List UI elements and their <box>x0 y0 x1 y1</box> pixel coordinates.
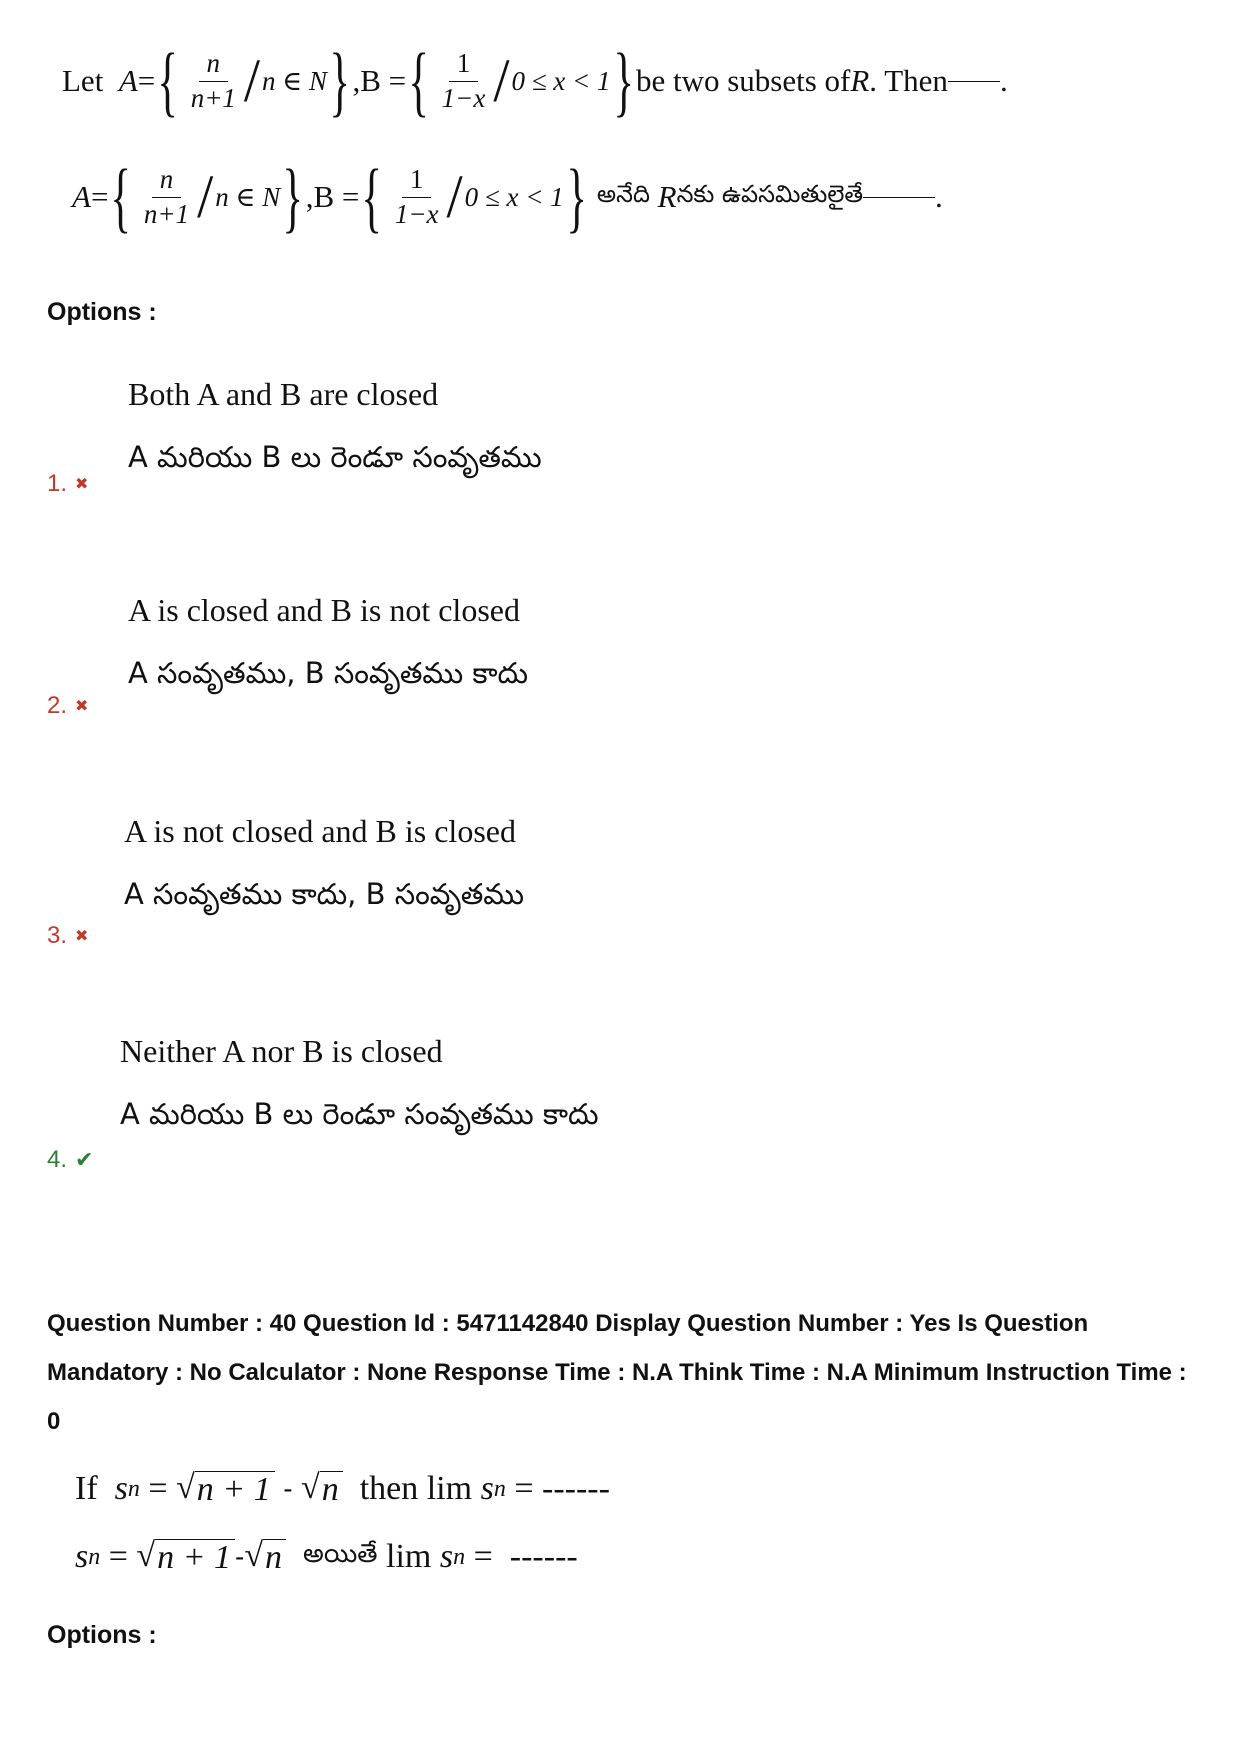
var-R: R <box>850 63 870 98</box>
condition-B: 0 ≤ x < 1 <box>511 65 611 96</box>
option-3-marker[interactable] <box>47 922 88 950</box>
option-1-text-te: A మరియు B లు రెండూ సంవృతము <box>128 440 542 474</box>
condition-A: n ∈ N <box>215 181 281 212</box>
radical-sign: √ <box>176 1468 195 1506</box>
minus: - <box>235 1541 245 1572</box>
var-A: A <box>118 63 138 98</box>
radical-sign: √ <box>136 1536 156 1574</box>
wrong-icon: ✖ <box>75 698 89 715</box>
stem-if: If <box>75 1470 98 1507</box>
fraction-1-over-1x: $\frac{1}{1-x}$ <box>441 47 486 113</box>
condition-A: n ∈ N <box>262 65 328 96</box>
stem-te-word: అనేది <box>596 180 650 208</box>
option-3-en: A is not closed and B is closed <box>124 813 516 849</box>
stem-let: Let <box>62 63 104 98</box>
stem-te-word: అయితే <box>303 1539 378 1569</box>
sqrt-n <box>244 1536 286 1576</box>
equals: = <box>473 1538 493 1575</box>
option-1-marker[interactable] <box>47 470 88 498</box>
answer-dashes: ------ <box>542 1470 610 1507</box>
set-B-label: ,B = <box>352 63 407 98</box>
radicand: n <box>263 1539 286 1576</box>
answer-blank <box>948 80 1000 82</box>
subscript-n: n <box>493 1475 506 1502</box>
equals: = <box>108 1538 128 1575</box>
radical-sign: √ <box>244 1536 264 1574</box>
period: . <box>999 63 1008 98</box>
minus: - <box>283 1473 293 1504</box>
right-brace: } <box>329 37 351 124</box>
question-40-meta: Question Number : 40 Question Id : 5471142840 Display Question Number : Yes Is Question Mandatory : No Calculator : None Response Time : N.A Think Time : N.A Minimum Instruction Time : 0 <box>47 1310 1187 1435</box>
equals: = <box>137 63 156 98</box>
subscript-n: n <box>88 1543 101 1570</box>
question-40-stem-te <box>75 1538 578 1576</box>
equals: = <box>148 1470 168 1507</box>
right-brace: } <box>282 153 304 240</box>
sqrt-n <box>301 1468 343 1508</box>
option-2-marker[interactable] <box>47 692 88 720</box>
stem-tail: be two subsets of <box>635 63 851 98</box>
option-number: 3. <box>47 922 68 949</box>
option-1-text-en <box>128 376 438 413</box>
radicand: n + 1 <box>155 1539 235 1576</box>
subscript-n: n <box>127 1475 140 1502</box>
slash: / <box>493 46 510 115</box>
wrong-icon: ✖ <box>75 928 89 945</box>
equals: = <box>90 179 109 214</box>
option-2-text-en <box>128 592 520 629</box>
radicand: n <box>320 1471 343 1508</box>
right-brace: } <box>612 37 634 124</box>
option-2-text-te: A సంవృతము, B సంవృతము కాదు <box>128 656 528 690</box>
fraction-n-over-n1: $\frac{n}{n+1}$ <box>143 163 190 229</box>
var-A: A <box>72 179 91 214</box>
right-brace: } <box>566 153 587 240</box>
question-39-stem-en <box>62 37 1008 124</box>
stem-then-lim: then lim <box>359 1470 473 1507</box>
slash: / <box>243 46 261 115</box>
option-number: 4. <box>47 1146 68 1173</box>
question-39-stem-te <box>72 153 943 240</box>
option-1-en: Both A and B are closed <box>128 376 439 412</box>
subscript-n: n <box>453 1543 466 1570</box>
option-4-text-te: A మరియు B లు రెండూ సంవృతము కాదు <box>120 1097 599 1131</box>
slash: / <box>446 162 463 231</box>
question-40-stem-en <box>75 1470 610 1508</box>
options-label-40: Options : <box>47 1621 157 1649</box>
var-s: s <box>114 1470 128 1507</box>
sqrt-n-plus-1 <box>176 1468 275 1508</box>
option-4-text-en <box>120 1033 443 1070</box>
option-4-marker[interactable] <box>47 1146 93 1174</box>
set-B-label: ,B = <box>305 179 360 214</box>
stem-then: . Then <box>869 63 948 98</box>
radical-sign: √ <box>301 1468 320 1506</box>
var-s: s <box>439 1538 454 1575</box>
left-brace: { <box>361 153 383 240</box>
left-brace: { <box>408 37 430 124</box>
answer-blank <box>863 196 935 198</box>
option-number: 1. <box>47 470 68 497</box>
stem-te-tail: నకు ఉపసమితులైతే <box>676 180 864 208</box>
var-s: s <box>75 1538 89 1575</box>
correct-check-icon: ✔ <box>75 1147 94 1172</box>
radicand: n + 1 <box>195 1471 275 1508</box>
var-s: s <box>480 1470 494 1507</box>
left-brace: { <box>110 153 132 240</box>
option-3-text-en <box>124 813 516 850</box>
wrong-icon: ✖ <box>75 476 89 493</box>
fraction-1-over-1x: $\frac{1}{1-x}$ <box>394 163 439 229</box>
equals: = <box>514 1470 534 1507</box>
lim: lim <box>386 1538 432 1575</box>
sqrt-n-plus-1 <box>136 1536 235 1576</box>
period: . <box>935 179 943 214</box>
option-3-text-te: A సంవృతము కాదు, B సంవృతము <box>124 877 524 911</box>
left-brace: { <box>157 37 179 124</box>
condition-B: 0 ≤ x < 1 <box>464 181 564 212</box>
var-R: R <box>657 179 677 214</box>
slash: / <box>197 162 214 231</box>
answer-dashes: ------ <box>509 1538 578 1575</box>
options-label: Options : <box>47 298 157 326</box>
fraction-n-over-n1: $\frac{n}{n+1}$ <box>190 47 236 113</box>
option-number: 2. <box>47 692 68 719</box>
option-2-en: A is closed and B is not closed <box>128 592 520 628</box>
option-4-en: Neither A nor B is closed <box>120 1033 443 1069</box>
